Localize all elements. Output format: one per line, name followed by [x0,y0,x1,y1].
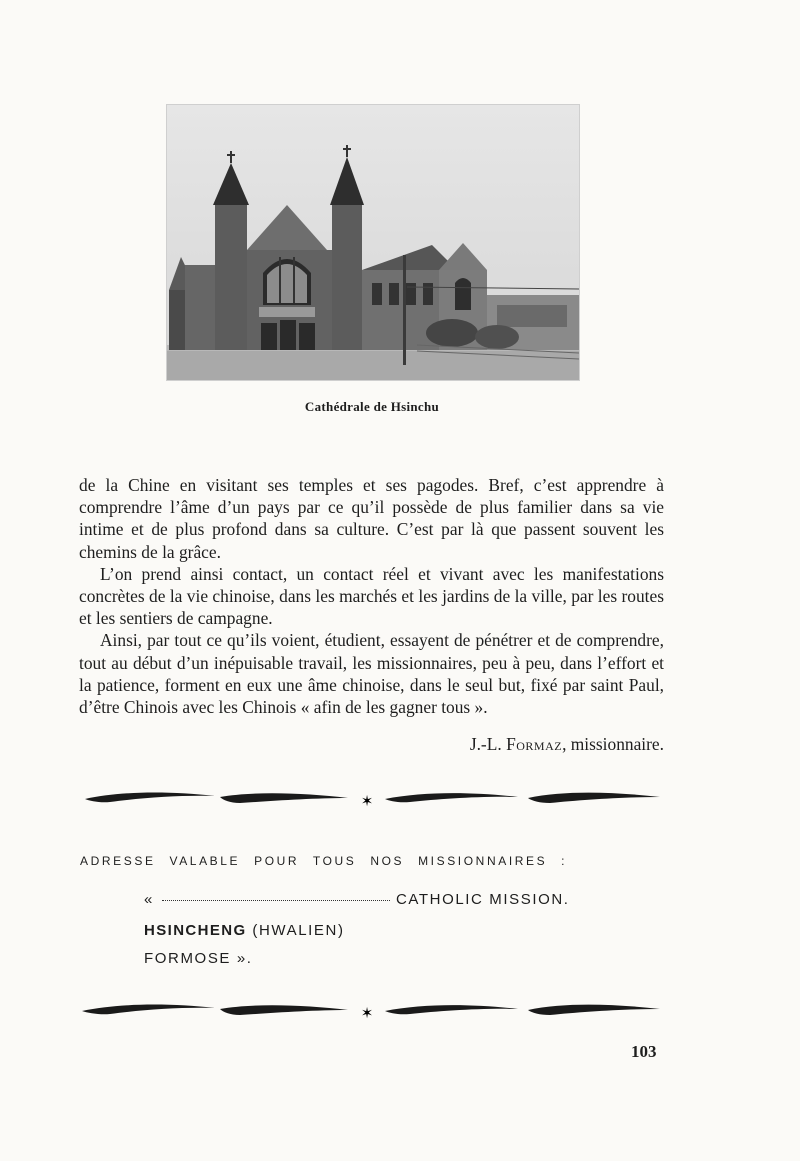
star-ornament: ✶ [360,792,374,809]
paragraph: Ainsi, par tout ce qu’ils voient, étudient, essayent de pénétrer et de comprendre, tout au début d’un inépuisable travail, les missionnaires, peu à peu, dans l’effort et la patience, forment en eux une âme chinoise, dans le seul but, fixé par saint Paul, d’être Chinois avec les Chinois « afin de les gagner tous ». [79,630,664,718]
page-number: 103 [631,1042,657,1061]
country-name: FORMOSE [144,950,232,967]
star-ornament: ✶ [360,1004,374,1021]
paragraph: de la Chine en visitant ses temples et ses pagodes. Bref, c’est apprendre à comprendre l’âme d’un pays par ce qu’il possède de plus familier dans sa vie intime et de plus profond dans sa culture. C’est par là que passent souvent les chemins de la grâce. [79,475,664,562]
author-role: , missionnaire. [562,734,664,754]
mission-name: CATHOLIC MISSION. [395,891,570,908]
open-quote: « [144,891,154,908]
address-line-3 [144,950,253,967]
address-heading: ADRESSE VALABLE POUR TOUS NOS MISSIONNAIRES : [80,854,568,868]
paragraph: L’on prend ainsi contact, un contact réel et vivant avec les manifestations concrètes de la vie chinoise, dans les marchés et les jardins de la ville, par les routes et les sentiers de campagne. [79,563,664,629]
address-line-2 [144,922,345,939]
author-signature [470,734,664,755]
author-surname: Formaz [506,734,563,754]
ornament-divider-bottom [80,1001,670,1021]
photo-caption: Cathédrale de Hsinchu [304,399,440,414]
close-quote: ». [236,950,253,967]
address-line-1 [144,891,570,908]
city-name: HSINCHENG [144,922,247,939]
cathedral-photo [166,104,580,381]
ornament-divider-top [80,789,670,809]
district-name: (HWALIEN) [252,922,345,939]
body-text [79,474,664,718]
author-initials: J.-L. [469,734,502,754]
dotted-leader [162,900,390,901]
